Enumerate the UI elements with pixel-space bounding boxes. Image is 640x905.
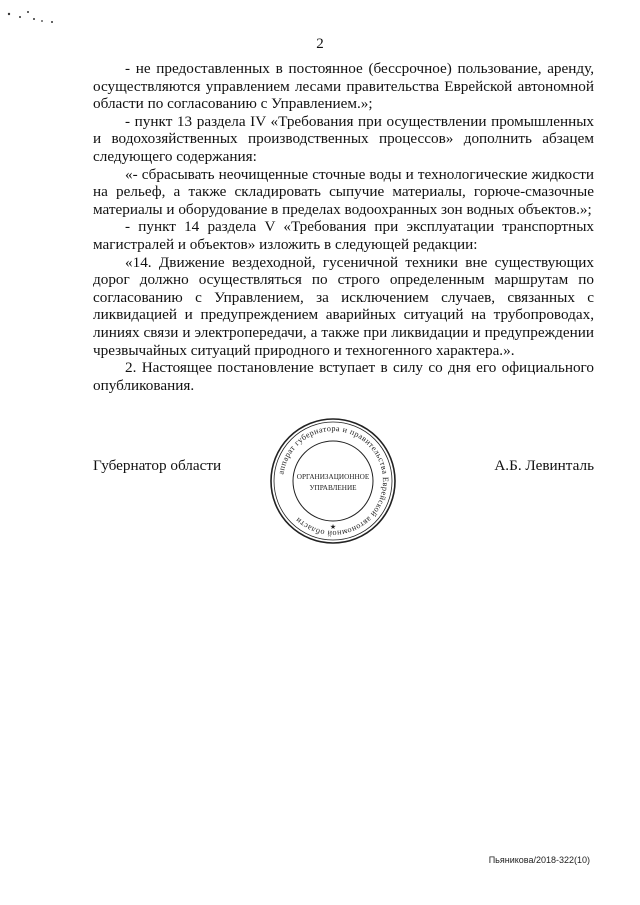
paragraph-1: - не предоставленных в постоянное (бессрочное) пользование, аренду, осуществляются управлением лесами правительства Еврейской автономной области по согласованию с Управлением.»; <box>93 60 594 113</box>
official-seal <box>268 416 398 546</box>
paragraph-2: - пункт 13 раздела IV «Требования при осуществлении промышленных и водохозяйственных производственных процессов» дополнить абзацем следующего содержания: <box>93 112 594 165</box>
footer-document-code: Пьяникова/2018-322(10) <box>488 855 590 865</box>
paragraph-5: «14. Движение вездеходной, гусеничной техники вне существующих дорог должно осуществляться по строго определенным маршрутам по согласованию с Управлением, за исключением случаев, связанных с ликвидацией и предупреждением аварийных ситуаций на трубопроводах, линиях связи и электропередачи, а также при ликвидации и предупреждении чрезвычайных ситуаций природного и техногенного характера.». <box>93 253 594 359</box>
seal-outer-text: аппарат губернатора и правительства Еврейской автономной области <box>276 423 391 539</box>
seal-center-line-1: ОРГАНИЗАЦИОННОЕ <box>296 473 370 481</box>
paragraph-3: «- сбрасывать неочищенные сточные воды и технологические жидкости на рельеф, а также складировать сыпучие материалы, горюче-смазочные материалы и оборудование в пределах водоохранных зон водных объектов.»; <box>93 165 594 218</box>
paragraph-6: 2. Настоящее постановление вступает в силу со дня его официального опубликования. <box>93 359 594 394</box>
document-body <box>93 60 594 394</box>
seal-center-line-2: УПРАВЛЕНИЕ <box>309 484 357 492</box>
signatory-position: Губернатор области <box>93 457 222 474</box>
scan-artifact-dots <box>6 8 66 28</box>
svg-text:★: ★ <box>329 523 337 531</box>
paragraph-4: - пункт 14 раздела V «Требования при эксплуатации транспортных магистралей и объектов» изложить в следующей редакции: <box>93 218 594 253</box>
page-number: 2 <box>316 36 324 52</box>
signatory-name: А.Б. Левинталь <box>494 457 594 474</box>
